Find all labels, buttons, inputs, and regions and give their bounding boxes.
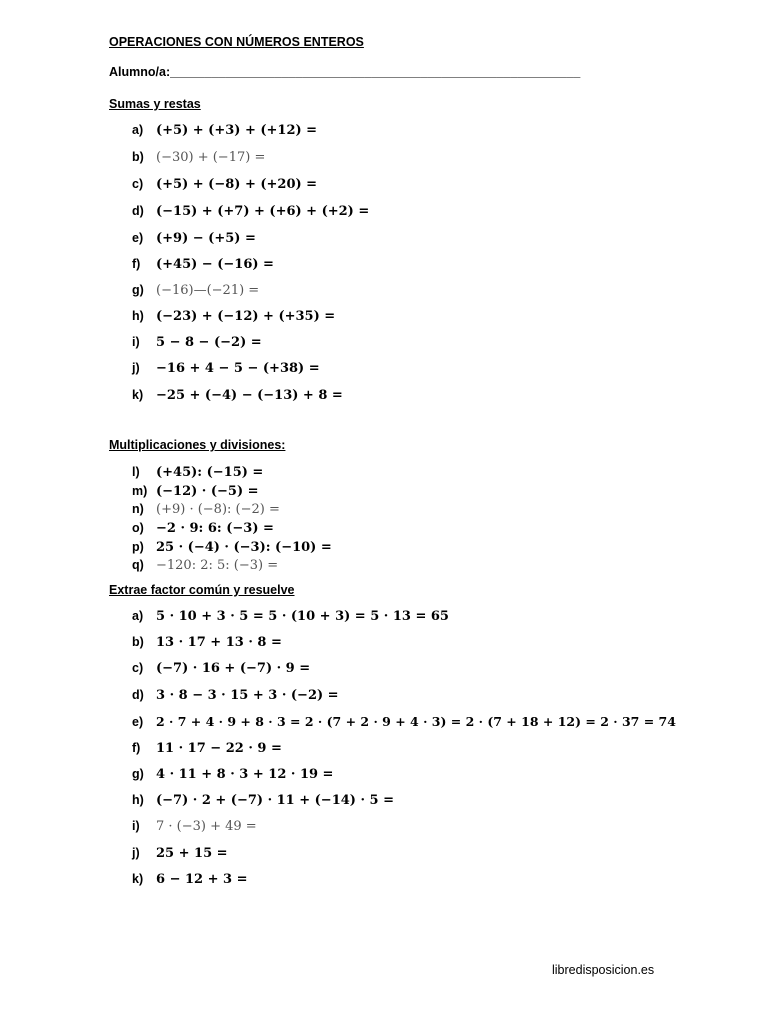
exercise-item (132, 254, 274, 274)
exercise-label: j) (132, 361, 140, 375)
footer-source: libredisposicion.es (552, 963, 655, 977)
exercise-expression: −25 + (−4) − (−13) + 8 = (156, 388, 343, 403)
exercise-item (132, 306, 335, 326)
exercise-label: f) (132, 257, 141, 271)
exercise-expression: 5 · 10 + 3 · 5 = 5 · (10 + 3) = 5 · 13 = 65 (156, 609, 449, 624)
exercise-label: g) (132, 767, 144, 781)
exercise-item (132, 147, 265, 167)
exercise-expression: 7 · (−3) + 49 = (156, 819, 257, 834)
exercise-label: n) (132, 502, 144, 516)
exercise-item (132, 869, 248, 889)
exercise-label: j) (132, 846, 140, 860)
student-name-line: Alumno/a:___________________________________________________________ (109, 65, 581, 79)
section-heading-factor: Extrae factor común y resuelve (109, 583, 295, 597)
exercise-label: h) (132, 793, 144, 807)
exercise-expression: (−23) + (−12) + (+35) = (156, 309, 336, 324)
exercise-label: k) (132, 872, 144, 886)
exercise-expression: (−12) · (−5) = (156, 484, 259, 499)
exercise-expression: (−7) · 2 + (−7) · 11 + (−14) · 5 = (156, 793, 394, 808)
section-heading-sums: Sumas y restas (109, 97, 201, 111)
exercise-expression: 2 · 7 + 4 · 9 + 8 · 3 = 2 · (7 + 2 · 9 + 4 · 3) = 2 · (7 + 18 + 12) = 2 · 37 = 74 (156, 714, 676, 729)
exercise-expression: (−16)—(−21) = (156, 283, 260, 298)
exercise-item (132, 332, 262, 352)
exercise-item (132, 518, 274, 538)
exercise-expression: 13 · 17 + 13 · 8 = (156, 635, 282, 650)
exercise-item (132, 816, 257, 836)
exercise-expression: 25 · (−4) · (−3): (−10) = (156, 540, 332, 555)
exercise-label: b) (132, 150, 144, 164)
exercise-item (132, 201, 369, 221)
exercise-label: a) (132, 123, 144, 137)
exercise-expression: −2 · 9: 6: (−3) = (156, 521, 274, 536)
exercise-label: b) (132, 635, 144, 649)
section-heading-mult: Multiplicaciones y divisiones: (109, 438, 286, 452)
exercise-expression: −16 + 4 − 5 − (+38) = (156, 361, 320, 376)
exercise-item (132, 632, 282, 652)
exercise-item (132, 790, 394, 810)
exercise-label: i) (132, 819, 140, 833)
exercise-item (132, 228, 256, 248)
exercise-label: d) (132, 204, 144, 218)
page-title: OPERACIONES CON NÚMEROS ENTEROS (109, 35, 364, 49)
exercise-item (132, 537, 332, 557)
exercise-label: q) (132, 558, 144, 572)
exercise-expression: 5 − 8 − (−2) = (156, 335, 262, 350)
exercise-expression: (+5) + (−8) + (+20) = (156, 177, 318, 192)
exercise-expression: (−30) + (−17) = (156, 150, 266, 165)
exercise-label: l) (132, 465, 140, 479)
exercise-expression: (+9) · (−8): (−2) = (156, 502, 280, 517)
exercise-label: g) (132, 283, 144, 297)
exercise-item (132, 174, 317, 194)
exercise-label: m) (132, 484, 148, 498)
exercise-item (132, 606, 449, 626)
exercise-item (132, 358, 320, 378)
exercise-expression: 3 · 8 − 3 · 15 + 3 · (−2) = (156, 688, 339, 703)
exercise-item (132, 120, 317, 140)
exercise-item (132, 658, 310, 678)
exercise-item (132, 738, 282, 758)
exercise-expression: (+5) + (+3) + (+12) = (156, 123, 318, 138)
exercise-label: e) (132, 231, 144, 245)
exercise-label: h) (132, 309, 144, 323)
exercise-item (132, 462, 263, 482)
exercise-expression: 6 − 12 + 3 = (156, 872, 248, 887)
exercise-item (132, 764, 333, 784)
exercise-label: c) (132, 177, 144, 191)
exercise-item (132, 685, 339, 705)
exercise-label: i) (132, 335, 140, 349)
exercise-expression: 11 · 17 − 22 · 9 = (156, 741, 282, 756)
exercise-item (132, 843, 228, 863)
exercise-label: o) (132, 521, 144, 535)
exercise-label: e) (132, 715, 144, 729)
exercise-expression: (−15) + (+7) + (+6) + (+2) = (156, 204, 370, 219)
exercise-expression: −120: 2: 5: (−3) = (156, 558, 279, 573)
exercise-label: d) (132, 688, 144, 702)
exercise-expression: (+45): (−15) = (156, 465, 264, 480)
exercise-item (132, 712, 676, 732)
exercise-item (132, 385, 343, 405)
exercise-item (132, 499, 280, 519)
exercise-expression: 25 + 15 = (156, 846, 228, 861)
exercise-item (132, 481, 259, 501)
exercise-label: p) (132, 540, 144, 554)
exercise-item (132, 280, 259, 300)
exercise-label: f) (132, 741, 141, 755)
exercise-item (132, 555, 278, 575)
exercise-label: a) (132, 609, 144, 623)
exercise-expression: (+45) − (−16) = (156, 257, 274, 272)
exercise-label: c) (132, 661, 144, 675)
exercise-label: k) (132, 388, 144, 402)
exercise-expression: (−7) · 16 + (−7) · 9 = (156, 661, 311, 676)
exercise-expression: 4 · 11 + 8 · 3 + 12 · 19 = (156, 767, 334, 782)
exercise-expression: (+9) − (+5) = (156, 231, 256, 246)
